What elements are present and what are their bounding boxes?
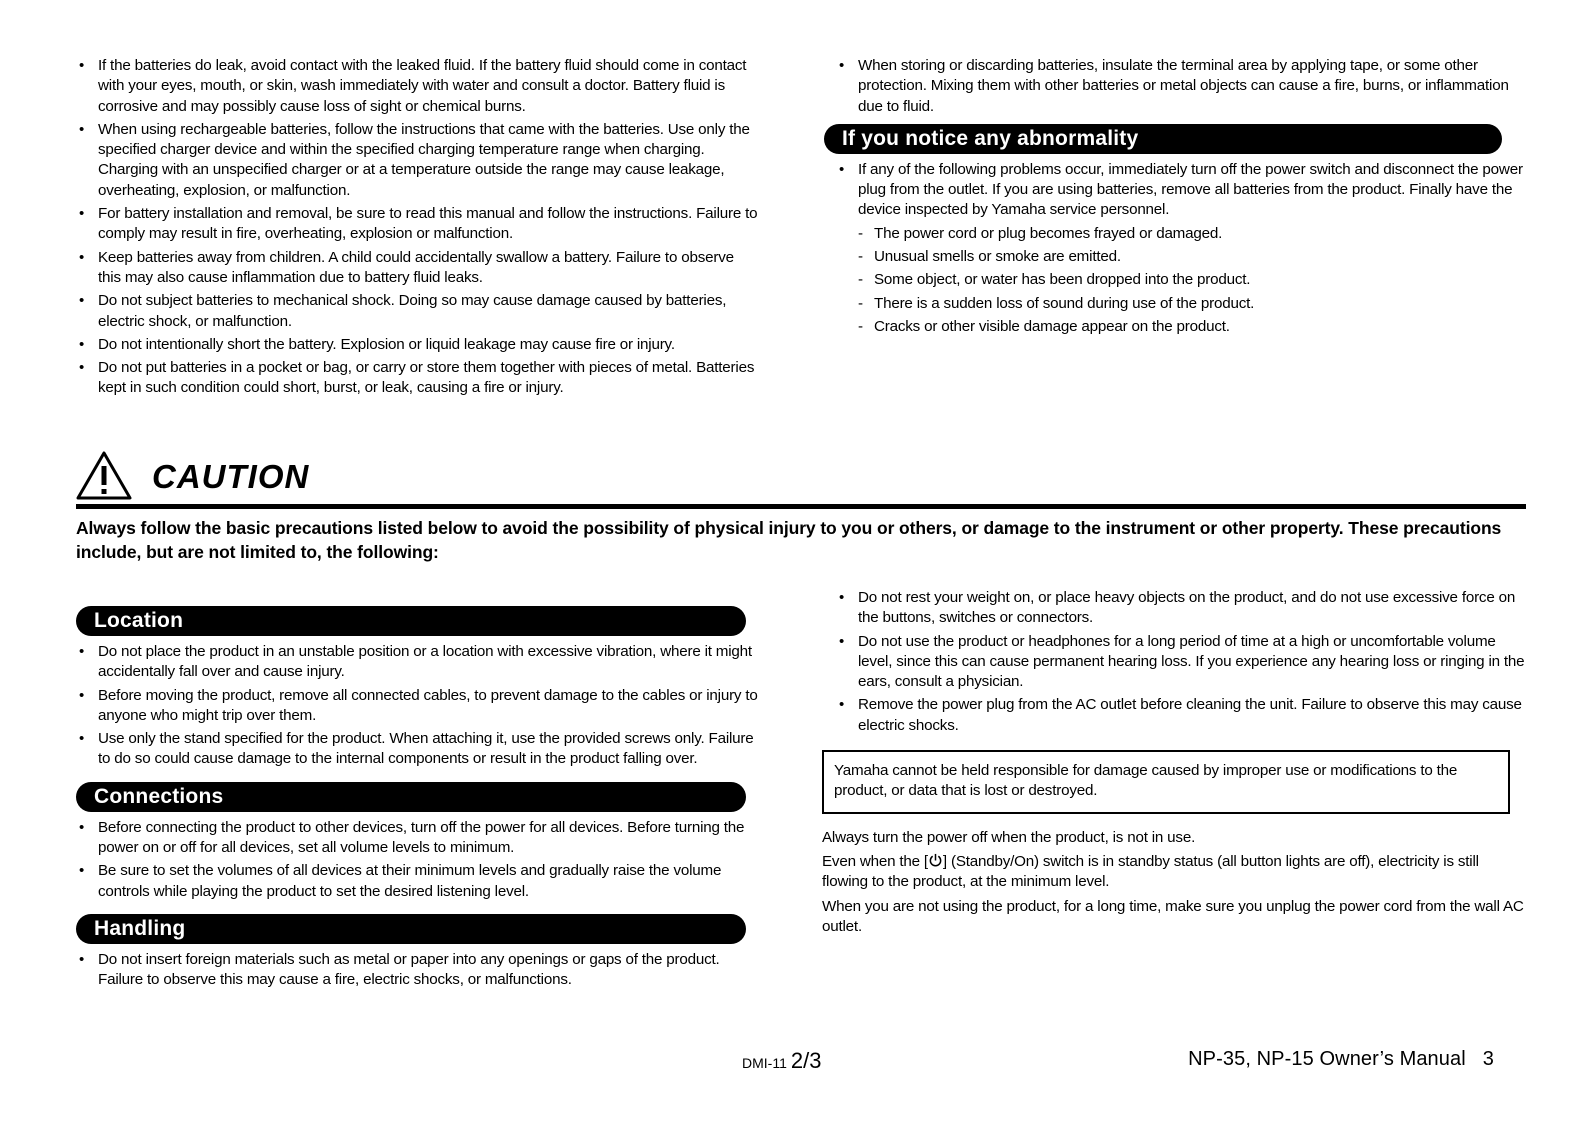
handling-list — [76, 950, 766, 991]
abnormality-heading: If you notice any abnormality — [824, 124, 1502, 154]
list-item: - There is a sudden loss of sound during use of the product. — [836, 294, 1526, 314]
list-item: - Unusual smells or smoke are emitted. — [836, 247, 1526, 267]
list-item: • Do not subject batteries to mechanical shock. Doing so may cause damage caused by batteries, electric shock, or malfunction. — [76, 291, 758, 332]
disclaimer-box: Yamaha cannot be held responsible for damage caused by improper use or modifications to the product, or data that is lost or destroyed. — [822, 750, 1510, 814]
standby-note-start: Even when the [ — [822, 852, 928, 870]
battery-precautions-list — [76, 56, 758, 399]
standby-note-end: ] (Standby/On) switch is in standby status (all button lights are off), electricity is still flowing to the product, at the minimum level. — [822, 852, 1479, 891]
list-item: • Use only the stand specified for the product. When attaching it, use the provided screws only. Failure to do so could cause damage to the internal components or result in the product falling over. — [76, 729, 766, 770]
location-heading: Location — [76, 606, 746, 636]
list-item: • Do not use the product or headphones for a long period of time at a high or uncomfortable volume level, since this can cause permanent hearing loss. If you experience any hearing loss or ringing in the ears, consult a physician. — [836, 632, 1526, 693]
caution-title: CAUTION — [152, 458, 310, 495]
location-list — [76, 642, 766, 770]
document-code — [742, 1048, 821, 1074]
list-item — [836, 160, 1526, 221]
power-off-note: Always turn the power off when the product, is not in use. — [822, 828, 1196, 846]
caution-intro: Always follow the basic precautions listed below to avoid the possibility of physical injury to you or others, or damage to the instrument or other property. These precautions include, but are not limited to, the following: — [76, 518, 1502, 562]
standby-note — [822, 852, 1526, 893]
list-item: • Be sure to set the volumes of all devices at their minimum levels and gradually raise the volume controls while playing the product to set the desired listening level. — [76, 861, 766, 902]
abnormality-problems-list — [836, 224, 1526, 337]
warning-triangle-icon — [76, 450, 132, 500]
caution-header — [76, 450, 1526, 508]
list-item: - Cracks or other visible damage appear on the product. — [836, 317, 1526, 337]
list-item: • Keep batteries away from children. A child could accidentally swallow a battery. Failure to observe this may also cause inflammation due to battery fluid leaks. — [76, 248, 758, 289]
list-item: • If the batteries do leak, avoid contact with the leaked fluid. If the battery fluid should come in contact with your eyes, mouth, or skin, wash immediately with water and consult a doctor. Battery fluid is corrosive and may possibly cause loss of sight or chemical burns. — [76, 56, 758, 117]
connections-heading: Connections — [76, 782, 746, 812]
list-item: • Before moving the product, remove all connected cables, to prevent damage to the cables or injury to anyone who might trip over them. — [76, 686, 766, 727]
unplug-note: When you are not using the product, for a long time, make sure you unplug the power cord from the wall AC outlet. — [822, 897, 1524, 935]
list-item: • For battery installation and removal, be sure to read this manual and follow the instructions. Failure to comply may result in fire, overheating, explosion or malfunction. — [76, 204, 758, 245]
connections-list — [76, 818, 766, 902]
power-standby-icon — [928, 853, 943, 868]
list-item: • When using rechargeable batteries, follow the instructions that came with the batteries. Use only the specified charger device and within the specified charging temperature range when charging. Charging with an unspecified charger or at a temperature outside the range may cause leakage, overheating, explosion, or malfunction. — [76, 120, 758, 201]
top-right-column — [836, 56, 1526, 340]
caution-divider — [76, 504, 1526, 509]
list-item: • Do not place the product in an unstable position or a location with excessive vibration, where it might accidentally fall over and cause injury. — [76, 642, 766, 683]
list-item: • Do not rest your weight on, or place heavy objects on the product, and do not use excessive force on the buttons, switches or connectors. — [836, 588, 1526, 629]
page-number: 3 — [1482, 1048, 1494, 1070]
document-code-page: 2/3 — [790, 1048, 822, 1073]
usage-precautions-list — [836, 588, 1526, 736]
manual-title: NP-35, NP-15 Owner’s Manual — [1188, 1048, 1466, 1070]
top-left-column — [76, 56, 758, 402]
document-code-prefix: DMI-11 — [742, 1055, 787, 1071]
bottom-left-column — [76, 606, 766, 994]
abnormality-list — [836, 160, 1526, 221]
list-item: • Do not intentionally short the battery. Explosion or liquid leakage may cause fire or injury. — [76, 335, 758, 355]
list-item: • Before connecting the product to other devices, turn off the power for all devices. Before turning the power on or off for all devices, set all volume levels to minimum. — [76, 818, 766, 859]
list-item: - The power cord or plug becomes frayed or damaged. — [836, 224, 1526, 244]
manual-footer — [1188, 1048, 1494, 1071]
list-item: • When storing or discarding batteries, insulate the terminal area by applying tape, or some other protection. Mixing them with other batteries or metal objects can cause a fire, burns, or inflammation due to fluid. — [836, 56, 1526, 117]
list-item: - Some object, or water has been dropped into the product. — [836, 270, 1526, 290]
abnormality-text: If any of the following problems occur, immediately turn off the power switch and disconnect the power plug from the outlet. If you are using batteries, remove all batteries from the product. Finally have the device inspected by Yamaha service personnel. — [858, 160, 1523, 219]
bottom-right-column — [822, 588, 1526, 941]
list-item: • Do not insert foreign materials such as metal or paper into any openings or gaps of the product. Failure to observe this may cause a fire, electric shocks, or malfunctions. — [76, 950, 766, 991]
battery-storage-list — [836, 56, 1526, 117]
list-item: • Do not put batteries in a pocket or bag, or carry or store them together with pieces of metal. Batteries kept in such condition could short, burst, or leak, causing a fire or injury. — [76, 358, 758, 399]
list-item: • Remove the power plug from the AC outlet before cleaning the unit. Failure to observe this may cause electric shocks. — [836, 695, 1526, 736]
handling-heading: Handling — [76, 914, 746, 944]
